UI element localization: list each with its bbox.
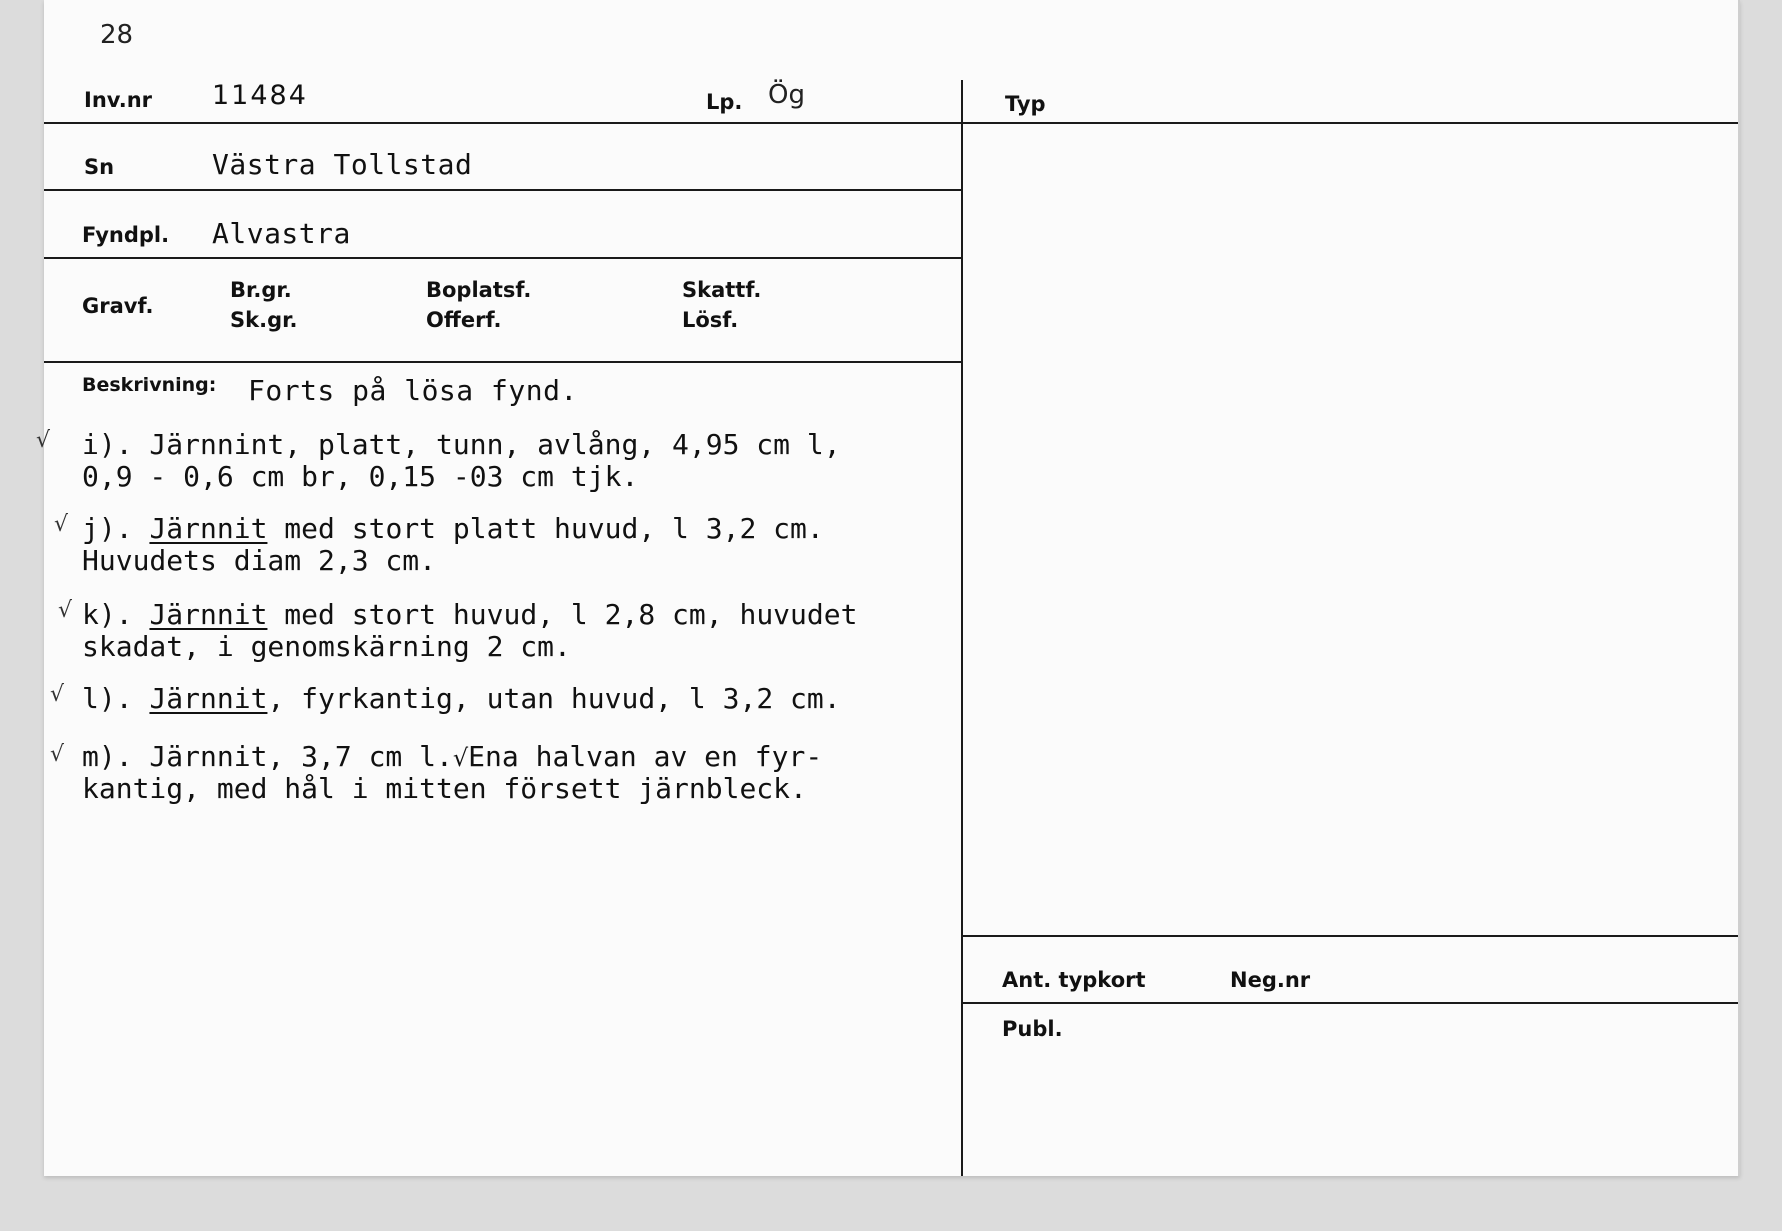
item-j-line2: Huvudets diam 2,3 cm. bbox=[82, 544, 437, 577]
item-i-line2: 0,9 - 0,6 cm br, 0,15 -03 cm tjk. bbox=[82, 460, 639, 493]
publ-label: Publ. bbox=[1002, 1017, 1063, 1041]
rule-typ-bottom bbox=[963, 935, 1738, 937]
losf-label: Lösf. bbox=[682, 308, 739, 332]
offerf-label: Offerf. bbox=[426, 308, 502, 332]
vertical-divider bbox=[961, 80, 963, 1176]
sn-value: Västra Tollstad bbox=[212, 148, 473, 181]
gravf-label: Gravf. bbox=[82, 294, 154, 318]
item-l-underlined: Järnnit bbox=[149, 682, 268, 715]
check-mark-l: √ bbox=[50, 682, 65, 707]
check-mark-j: √ bbox=[54, 512, 69, 537]
item-j-underlined: Järnnit bbox=[149, 512, 268, 545]
check-mark-m: √ bbox=[50, 742, 65, 767]
inv-label: Inv.nr bbox=[84, 88, 153, 112]
check-mark-i: √ bbox=[36, 428, 51, 453]
rule-fyndpl bbox=[44, 257, 961, 259]
neg-nr-label: Neg.nr bbox=[1230, 968, 1311, 992]
typ-label: Typ bbox=[1005, 92, 1046, 116]
brgr-label: Br.gr. bbox=[230, 278, 292, 302]
item-i-line1: i). Järnnint, platt, tunn, avlång, 4,95 cm l, bbox=[82, 428, 841, 461]
card-number: 28 bbox=[100, 20, 134, 50]
rule-gravf bbox=[44, 361, 961, 363]
skattf-label: Skattf. bbox=[682, 278, 762, 302]
sn-label: Sn bbox=[84, 155, 115, 179]
inv-value: 11484 bbox=[212, 80, 308, 111]
item-k-underlined: Järnnit bbox=[149, 598, 268, 631]
lp-label: Lp. bbox=[706, 90, 743, 114]
ant-typkort-label: Ant. typkort bbox=[1002, 968, 1146, 992]
rule-inv bbox=[44, 122, 1738, 124]
check-mark-inline: √ bbox=[452, 744, 469, 772]
item-m-line1: m). Järnnit, 3,7 cm l.√Ena halvan av en fyr- bbox=[82, 740, 823, 773]
lp-value: Ög bbox=[768, 80, 805, 110]
item-k-line2: skadat, i genomskärning 2 cm. bbox=[82, 630, 571, 663]
beskrivning-label: Beskrivning: bbox=[82, 374, 217, 396]
check-mark-k: √ bbox=[58, 598, 73, 623]
item-k-line1: k). Järnnit med stort huvud, l 2,8 cm, huvudet bbox=[82, 598, 858, 631]
fyndpl-label: Fyndpl. bbox=[82, 223, 170, 247]
item-l-line1: l). Järnnit, fyrkantig, utan huvud, l 3,2 cm. bbox=[82, 682, 841, 715]
fyndpl-value: Alvastra bbox=[212, 217, 351, 250]
rule-ant bbox=[963, 1002, 1738, 1004]
boplatsf-label: Boplatsf. bbox=[426, 278, 532, 302]
item-m-line2: kantig, med hål i mitten försett järnbleck. bbox=[82, 772, 807, 805]
item-j-line1: j). Järnnit med stort platt huvud, l 3,2 cm. bbox=[82, 512, 824, 545]
rule-sn bbox=[44, 189, 961, 191]
skgr-label: Sk.gr. bbox=[230, 308, 298, 332]
beskrivning-intro: Forts på lösa fynd. bbox=[248, 374, 578, 407]
